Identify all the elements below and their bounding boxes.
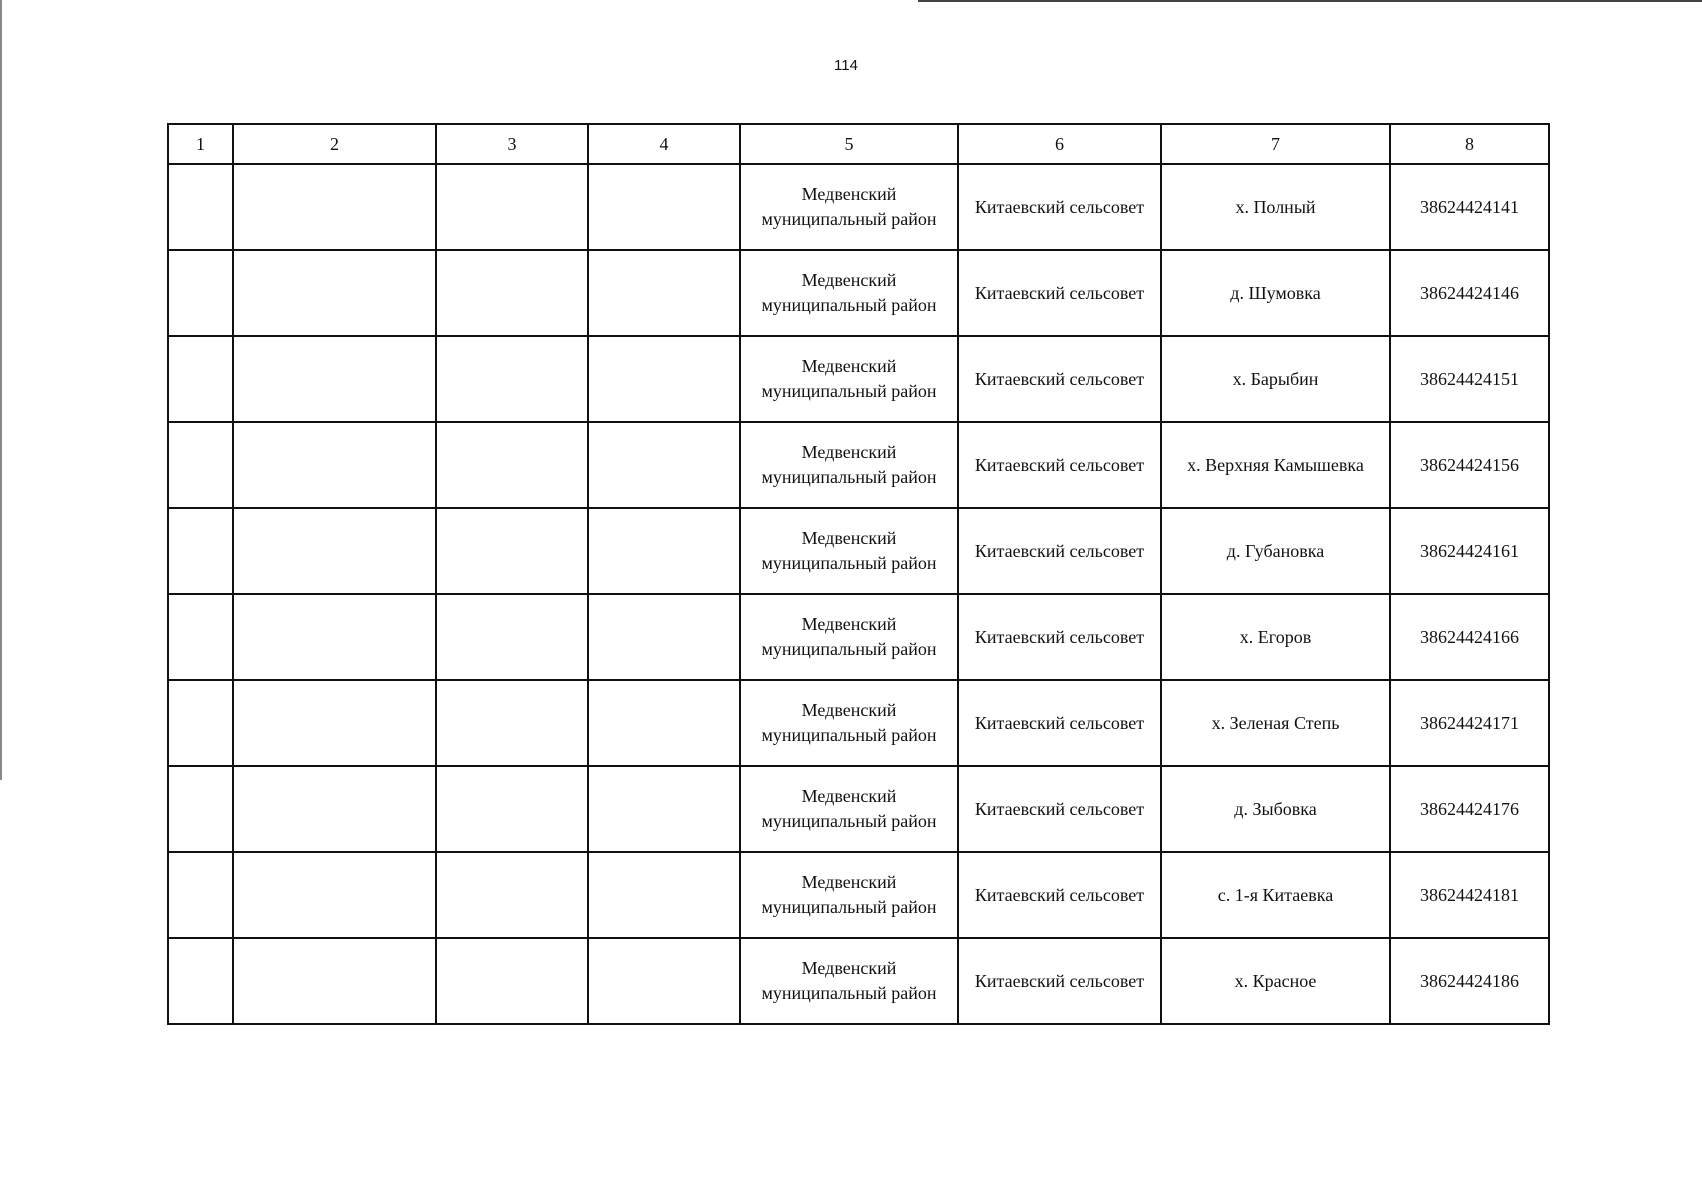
cell-code: 38624424156 bbox=[1390, 422, 1549, 508]
cell-col-3 bbox=[436, 336, 588, 422]
cell-col-3 bbox=[436, 680, 588, 766]
header-col-1: 1 bbox=[168, 124, 233, 164]
table-row bbox=[168, 594, 1549, 680]
cell-settlement: х. Егоров bbox=[1161, 594, 1390, 680]
cell-col-2 bbox=[233, 250, 436, 336]
cell-col-4 bbox=[588, 594, 740, 680]
header-col-4: 4 bbox=[588, 124, 740, 164]
cell-settlement: х. Красное bbox=[1161, 938, 1390, 1024]
table-row bbox=[168, 508, 1549, 594]
cell-col-1 bbox=[168, 164, 233, 250]
header-col-5: 5 bbox=[740, 124, 958, 164]
header-col-8: 8 bbox=[1390, 124, 1549, 164]
cell-col-2 bbox=[233, 938, 436, 1024]
cell-council: Китаевский сельсовет bbox=[958, 680, 1161, 766]
cell-district: Медвенский муниципальный район bbox=[740, 680, 958, 766]
cell-code: 38624424186 bbox=[1390, 938, 1549, 1024]
cell-col-3 bbox=[436, 508, 588, 594]
table-header-row bbox=[168, 124, 1549, 164]
cell-col-1 bbox=[168, 766, 233, 852]
cell-col-2 bbox=[233, 336, 436, 422]
header-col-6: 6 bbox=[958, 124, 1161, 164]
cell-settlement: х. Зеленая Степь bbox=[1161, 680, 1390, 766]
cell-col-1 bbox=[168, 422, 233, 508]
cell-code: 38624424151 bbox=[1390, 336, 1549, 422]
cell-council: Китаевский сельсовет bbox=[958, 594, 1161, 680]
cell-col-3 bbox=[436, 422, 588, 508]
cell-col-2 bbox=[233, 766, 436, 852]
cell-col-3 bbox=[436, 766, 588, 852]
cell-council: Китаевский сельсовет bbox=[958, 422, 1161, 508]
cell-col-3 bbox=[436, 164, 588, 250]
cell-settlement: х. Барыбин bbox=[1161, 336, 1390, 422]
cell-code: 38624424161 bbox=[1390, 508, 1549, 594]
table-row bbox=[168, 938, 1549, 1024]
table-row bbox=[168, 250, 1549, 336]
cell-district: Медвенский муниципальный район bbox=[740, 938, 958, 1024]
cell-council: Китаевский сельсовет bbox=[958, 852, 1161, 938]
cell-code: 38624424176 bbox=[1390, 766, 1549, 852]
cell-council: Китаевский сельсовет bbox=[958, 766, 1161, 852]
cell-col-1 bbox=[168, 508, 233, 594]
table-row bbox=[168, 164, 1549, 250]
cell-col-4 bbox=[588, 852, 740, 938]
cell-col-4 bbox=[588, 766, 740, 852]
cell-settlement: х. Полный bbox=[1161, 164, 1390, 250]
cell-district: Медвенский муниципальный район bbox=[740, 594, 958, 680]
cell-col-2 bbox=[233, 164, 436, 250]
cell-col-2 bbox=[233, 680, 436, 766]
cell-col-1 bbox=[168, 938, 233, 1024]
cell-col-4 bbox=[588, 680, 740, 766]
cell-col-2 bbox=[233, 852, 436, 938]
cell-col-1 bbox=[168, 680, 233, 766]
cell-settlement: с. 1-я Китаевка bbox=[1161, 852, 1390, 938]
header-col-7: 7 bbox=[1161, 124, 1390, 164]
cell-council: Китаевский сельсовет bbox=[958, 938, 1161, 1024]
scan-edge-left bbox=[0, 0, 2, 780]
table-row bbox=[168, 422, 1549, 508]
table-row bbox=[168, 766, 1549, 852]
cell-col-3 bbox=[436, 852, 588, 938]
cell-code: 38624424146 bbox=[1390, 250, 1549, 336]
cell-settlement: д. Шумовка bbox=[1161, 250, 1390, 336]
cell-col-3 bbox=[436, 594, 588, 680]
cell-council: Китаевский сельсовет bbox=[958, 336, 1161, 422]
cell-district: Медвенский муниципальный район bbox=[740, 422, 958, 508]
cell-col-3 bbox=[436, 250, 588, 336]
cell-col-4 bbox=[588, 336, 740, 422]
cell-district: Медвенский муниципальный район bbox=[740, 250, 958, 336]
cell-col-4 bbox=[588, 508, 740, 594]
cell-col-4 bbox=[588, 250, 740, 336]
cell-col-2 bbox=[233, 594, 436, 680]
header-col-3: 3 bbox=[436, 124, 588, 164]
cell-district: Медвенский муниципальный район bbox=[740, 508, 958, 594]
cell-col-2 bbox=[233, 508, 436, 594]
table-row bbox=[168, 852, 1549, 938]
cell-col-3 bbox=[436, 938, 588, 1024]
cell-settlement: д. Зыбовка bbox=[1161, 766, 1390, 852]
cell-col-4 bbox=[588, 164, 740, 250]
cell-council: Китаевский сельсовет bbox=[958, 250, 1161, 336]
cell-code: 38624424171 bbox=[1390, 680, 1549, 766]
page-number: 114 bbox=[834, 57, 858, 74]
cell-district: Медвенский муниципальный район bbox=[740, 336, 958, 422]
cell-code: 38624424181 bbox=[1390, 852, 1549, 938]
cell-district: Медвенский муниципальный район bbox=[740, 766, 958, 852]
scan-edge-top bbox=[918, 0, 1702, 2]
cell-settlement: д. Губановка bbox=[1161, 508, 1390, 594]
cell-col-4 bbox=[588, 422, 740, 508]
cell-district: Медвенский муниципальный район bbox=[740, 852, 958, 938]
cell-col-4 bbox=[588, 938, 740, 1024]
cell-council: Китаевский сельсовет bbox=[958, 508, 1161, 594]
header-col-2: 2 bbox=[233, 124, 436, 164]
cell-col-2 bbox=[233, 422, 436, 508]
cell-council: Китаевский сельсовет bbox=[958, 164, 1161, 250]
cell-code: 38624424141 bbox=[1390, 164, 1549, 250]
cell-district: Медвенский муниципальный район bbox=[740, 164, 958, 250]
cell-col-1 bbox=[168, 336, 233, 422]
table-row bbox=[168, 680, 1549, 766]
cell-col-1 bbox=[168, 852, 233, 938]
cell-col-1 bbox=[168, 594, 233, 680]
cell-code: 38624424166 bbox=[1390, 594, 1549, 680]
table-row bbox=[168, 336, 1549, 422]
cell-col-1 bbox=[168, 250, 233, 336]
cell-settlement: х. Верхняя Камышевка bbox=[1161, 422, 1390, 508]
register-table bbox=[167, 123, 1550, 1025]
